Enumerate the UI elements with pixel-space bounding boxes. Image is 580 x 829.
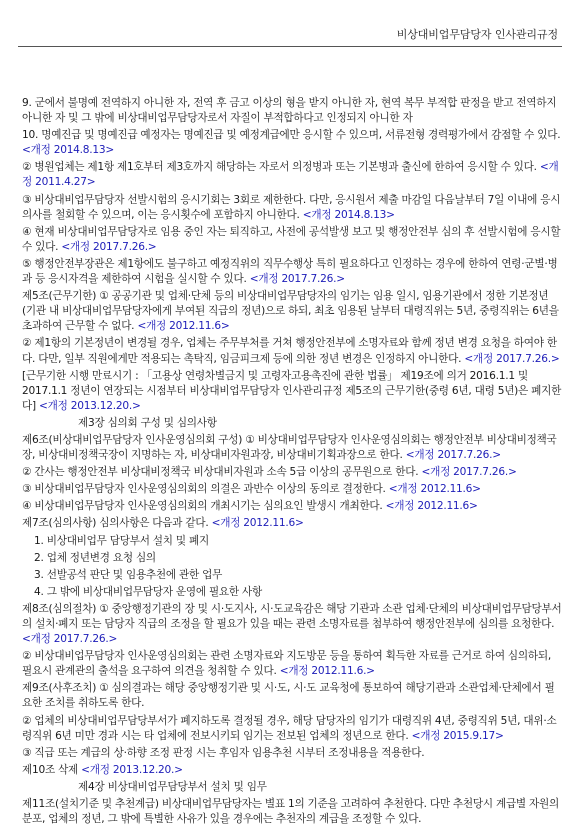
paragraph-text: ② 업체의 비상대비업무담당부서가 폐지하도록 결정될 경우, 해당 담당자의 임기가 대령직위 4년, 중령직위 5년, 대위·소령직위 6년 미만 경과 시는 타 업체에 전보시키되 임기는 전보된 업체의 정년으로 한다. [22, 714, 557, 742]
paragraph-text: 제9조(사후조치) ① 심의결과는 해당 중앙행정기관 및 시·도, 시·도 교육청에 통보하여 해당기관과 소관업체·단체에서 필요한 조치를 취하도록 한다. [22, 682, 555, 710]
amendment-link[interactable]: <개정 2012.11.6> [385, 500, 478, 513]
chapter-heading [22, 780, 562, 795]
paragraph-text: ③ 직급 또는 계급의 상·하향 조정 판정 시는 후임자 임용추천 시부터 조정내용을 적용한다. [22, 746, 425, 759]
paragraph-text: 3. 선발공석 판단 및 임용추천에 관한 업무 [34, 568, 223, 581]
amendment-link[interactable]: <개정 2013.12.20.> [39, 399, 141, 412]
paragraph-text: 제11조(설치기준 및 추천계급) 비상대비업무담당자는 별표 1의 기준을 고려하여 추천한다. 다만 추천당시 계급별 자원의 분포, 업체의 정년, 그 밖에 특별한 사유가 있을 경우에는 추천자의 계급을 조정할 수 있다. [22, 798, 559, 826]
paragraph-text: 2. 업체 정년변경 요청 심의 [34, 551, 156, 564]
article-paragraph [22, 534, 562, 549]
amendment-link[interactable]: <개정 2017.7.26.> [464, 352, 560, 365]
amendment-link[interactable]: <개정 2017.7.26.> [405, 449, 501, 462]
article-paragraph [22, 257, 562, 287]
article-paragraph [22, 763, 562, 778]
amendment-link[interactable]: <개정 2011.4.27> [22, 161, 559, 189]
paragraph-text: 1. 비상대비업무 담당부서 설치 및 폐지 [34, 534, 209, 547]
article-paragraph [22, 714, 562, 744]
article-paragraph [22, 336, 562, 366]
paragraph-text: ② 병원업체는 제1항 제1호부터 제3호까지 해당하는 자로서 의정병과 또는 기본병과 출신에 한하여 응시할 수 있다. [22, 161, 537, 174]
document-title: 비상대비업무담당자 인사관리규정 [396, 28, 558, 41]
paragraph-text: 제10조 삭제 [22, 763, 79, 776]
article-paragraph [22, 193, 562, 223]
amendment-link[interactable]: <개정 2015.9.17> [411, 729, 504, 742]
amendment-link[interactable]: <개정 2017.7.26.> [249, 273, 345, 286]
amendment-link[interactable]: <개정 2014.8.13> [302, 208, 395, 221]
article-paragraph [22, 681, 562, 711]
amendment-link[interactable]: <개정 2012.11.6> [388, 483, 481, 496]
amendment-link[interactable]: <개정 2014.8.13> [22, 144, 115, 157]
paragraph-text: ② 제1항의 기본정년이 변경될 경우, 업체는 주무부처를 거쳐 행정안전부에 소명자료와 함께 정년 변경 요청을 하여야 한다. 다만, 일부 직원에게만 적용되는 촉탁직, 임금피크제 등에 의한 정년 변경은 인정하지 아니한다. [22, 337, 557, 365]
paragraph-text: ② 비상대비업무담당자 인사운영심의회는 관련 소명자료와 지도방문 등을 통하여 획득한 자료를 근거로 하여 심의하되, 필요시 관계관의 출석을 요구하여 의견을 청취할 수 있다. [22, 650, 551, 678]
article-paragraph [22, 465, 562, 480]
paragraph-text: 제8조(심의절차) ① 중앙행정기관의 장 및 시·도지사, 시·도교육감은 해당 기관과 소관 업체·단체의 비상대비업무담당부서의 설치·폐지 또는 담당자 직급의 조정을 할 필요가 있을 때는 관련 소명자료를 첨부하여 행정안전부에 심의를 요청한다. [22, 602, 562, 630]
paragraph-text: ④ 현재 비상대비업무담당자로 임용 중인 자는 퇴직하고, 사전에 공석발생 보고 및 행정안전부 심의 후 선발시험에 응시할 수 있다. [22, 225, 561, 253]
amendment-link[interactable]: <개정 2017.7.26.> [61, 240, 157, 253]
paragraph-text: ⑤ 행정안전부장관은 제1항에도 불구하고 예정직위의 직무수행상 특히 필요하다고 인정하는 경우에 한하여 연령·군별·병과 등 응시자격을 제한하여 시험을 실시할 수 있다. [22, 257, 558, 286]
article-paragraph [22, 369, 562, 414]
paragraph-text: [근무기한 시행 만료시기 : 「고용상 연령차별금지 및 고령자고용촉진에 관한 법률」 제19조에 의거 2016.1.1 및 2017.1.1 정년이 연장되는 시점부터 비상대비업무담당자 인사관리규정 제5조의 근무기한(중령 6년, 대령 5년)은 폐지한다] [22, 369, 562, 412]
paragraph-text: 9. 군에서 불명예 전역하지 아니한 자, 전역 후 금고 이상의 형을 받지 아니한 자, 현역 복무 부적합 판정을 받고 전역하지 아니한 자 및 그 밖에 비상대비업무담당자로서 자질이 부적합하다고 인정되지 아니한 자 [22, 97, 557, 125]
document-body [22, 96, 562, 829]
amendment-link[interactable]: <개정 2012.11.6> [137, 320, 230, 333]
article-paragraph [22, 602, 562, 647]
amendment-link[interactable]: <개정 2017.7.26.> [22, 633, 118, 646]
article-paragraph [22, 482, 562, 497]
article-paragraph [22, 746, 562, 761]
paragraph-text: 제3장 심의회 구성 및 심의사항 [78, 416, 217, 429]
article-paragraph [22, 649, 562, 679]
article-paragraph [22, 516, 562, 531]
paragraph-text: 제6조(비상대비업무담당자 인사운영심의회 구성) ① 비상대비업무담당자 인사운영심의회는 행정안전부 비상대비정책국장, 비상대비정책국장이 지명하는 자, 비상대비자원과장, 비상대비기획과장으로 한다. [22, 433, 557, 462]
paragraph-text: ③ 비상대비업무담당자 선발시험의 응시기회는 3회로 제한한다. 다만, 응시원서 제출 마감일 다음날부터 7일 이내에 응시의사를 철회할 수 있으며, 이는 응시횟수에 포함하지 아니한다. [22, 193, 561, 221]
amendment-link[interactable]: <개정 2013.12.20.> [81, 763, 183, 776]
article-paragraph [22, 568, 562, 583]
article-paragraph [22, 499, 562, 514]
paragraph-text: ③ 비상대비업무담당자 인사운영심의회의 의결은 과반수 이상의 동의로 결정한다. [22, 483, 386, 496]
article-paragraph [22, 797, 562, 827]
paragraph-text: ② 간사는 행정안전부 비상대비정책국 비상대비자원과 소속 5급 이상의 공무원으로 한다. [22, 466, 419, 479]
page-header [18, 14, 562, 47]
chapter-heading [22, 416, 562, 431]
paragraph-text: 제7조(심의사항) 심의사항은 다음과 같다. [22, 517, 209, 530]
article-paragraph [22, 551, 562, 566]
article-paragraph [22, 128, 562, 158]
paragraph-text: 10. 명예진급 및 명예진급 예정자는 명예진급 및 예정계급에만 응시할 수 있으며, 서류전형 경력평가에서 감점할 수 있다. [22, 129, 561, 142]
paragraph-text: 4. 그 밖에 비상대비업무담당자 운영에 필요한 사항 [34, 585, 262, 598]
article-paragraph [22, 433, 562, 463]
amendment-link[interactable]: <개정 2012.11.6> [211, 517, 304, 530]
article-paragraph [22, 585, 562, 600]
paragraph-text: 제5조(근무기한) ① 공공기관 및 업체·단체 등의 비상대비업무담당자의 임기는 임용 일시, 임용기관에서 정한 기본정년(기관 내 비상대비업무담당자에게 부여된 직급의 정년)으로 하되, 최초 임용된 날부터 대령직위는 5년, 중령직위는 6년을 초과하여 근무할 수 없다. [22, 290, 559, 333]
article-paragraph [22, 289, 562, 334]
article-paragraph [22, 225, 562, 255]
paragraph-text: 제4장 비상대비업무담당부서 설치 및 임무 [78, 780, 267, 793]
amendment-link[interactable]: <개정 2017.7.26.> [421, 466, 517, 479]
paragraph-text: ④ 비상대비업무담당자 인사운영심의회의 개최시기는 심의요인 발생시 개최한다. [22, 500, 383, 513]
article-paragraph [22, 160, 562, 190]
amendment-link[interactable]: <개정 2012.11.6.> [279, 665, 375, 678]
article-paragraph [22, 96, 562, 126]
